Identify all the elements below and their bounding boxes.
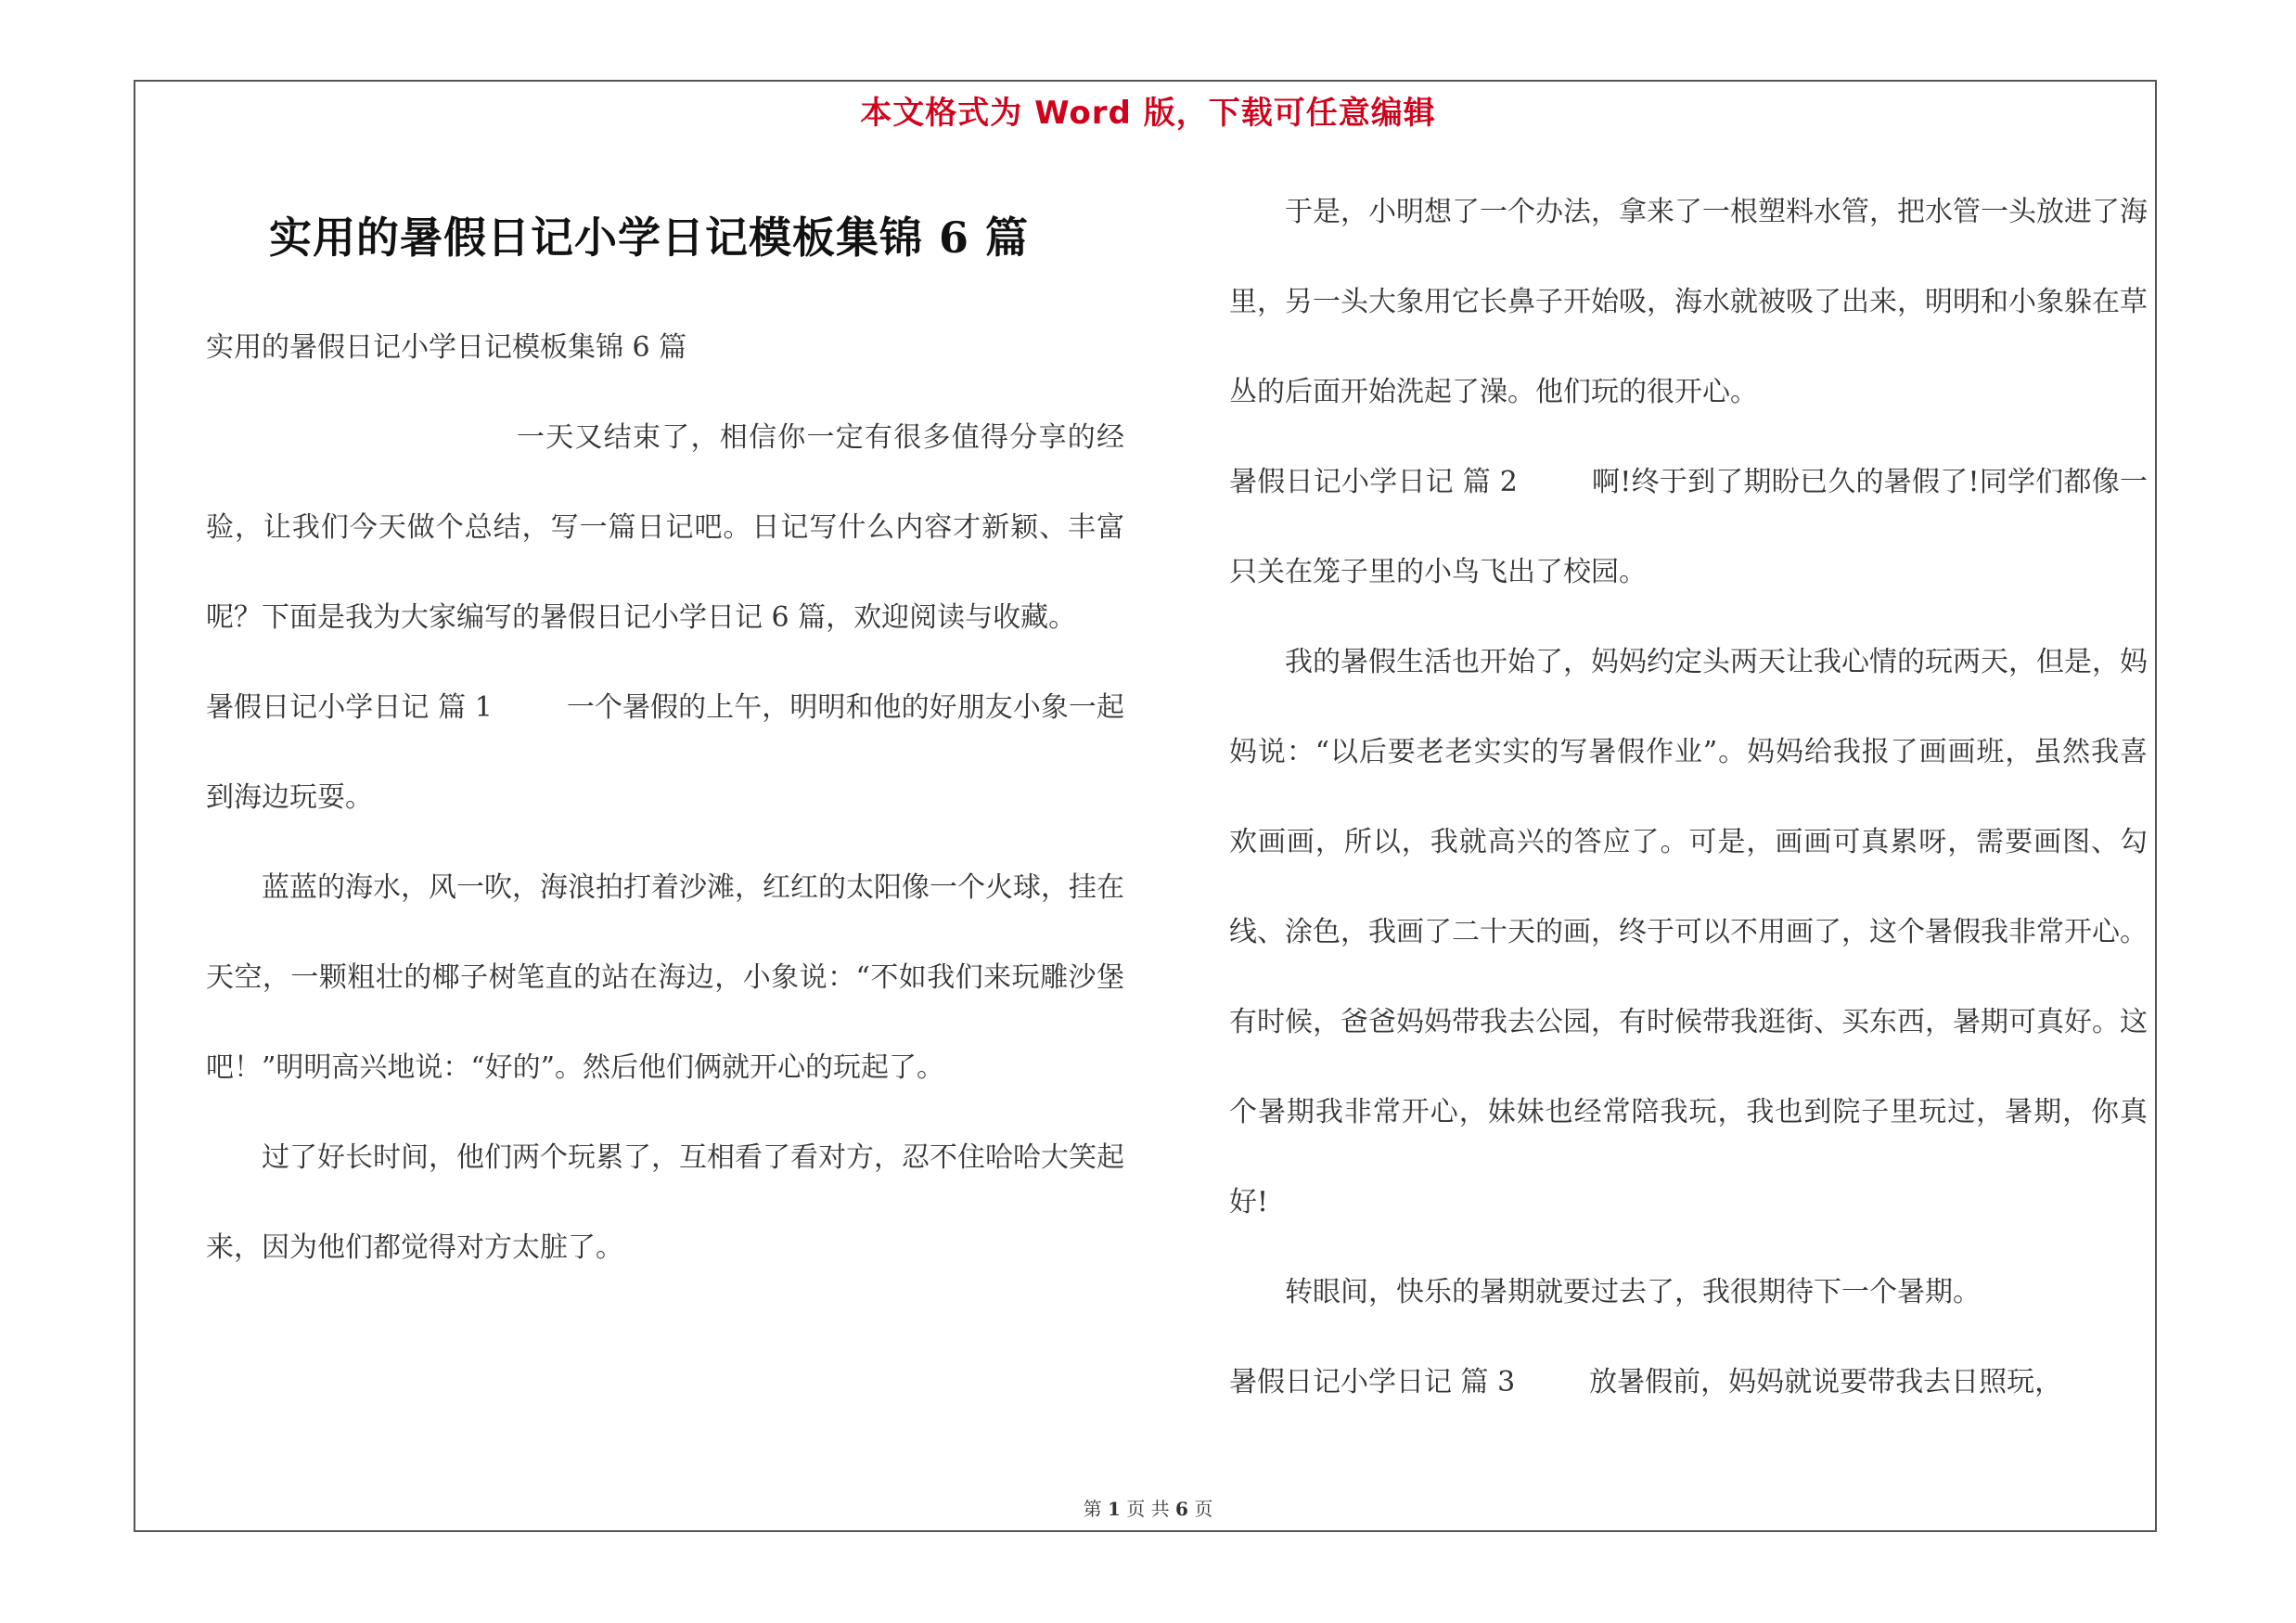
section-1: [206, 663, 1124, 843]
section-3-label: 暑假日记小学日记 篇 3: [1229, 1366, 1516, 1398]
paragraph: 转眼间，快乐的暑期就要过去了，我很期待下一个暑期。: [1285, 1276, 1981, 1308]
section-3-text: 放暑假前，妈妈就说要带我去日照玩，: [1589, 1366, 2063, 1398]
section-2-label: 暑假日记小学日记 篇 2: [1229, 466, 1518, 498]
page-number: 1: [1108, 1498, 1121, 1520]
subtitle: 实用的暑假日记小学日记模板集锦 6 篇: [206, 331, 687, 364]
paragraph: 我的暑假生活也开始了，妈妈约定头两天让我心情的玩两天，但是，妈妈说：“以后要老老实实的写暑假作业”。妈妈给我报了画画班，虽然我喜欢画画，所以，我就高兴的答应了。可是，画画可真累呀，需要画图、勾线、涂色，我画了二十天的画，终于可以不用画了，这个暑假我非常开心。有时候，爸爸妈妈带我去公园，有时候带我逛街、买东西，暑期可真好。这个暑期我非常开心，妹妹也经常陪我玩，我也到院子里玩过，暑期，你真好!: [1229, 646, 2148, 1218]
page-footer: [0, 1494, 2296, 1521]
section-1-label: 暑假日记小学日记 篇 1: [206, 691, 493, 724]
paragraph: 于是，小明想了一个办法，拿来了一根塑料水管，把水管一头放进了海里，另一头大象用它长鼻子开始吸，海水就被吸了出来，明明和小象躲在草丛的后面开始洗起了澡。他们玩的很开心。: [1229, 196, 2148, 408]
footer-prefix: 第: [1083, 1498, 1102, 1520]
word-format-banner: 本文格式为 Word 版，下载可任意编辑: [860, 95, 1436, 132]
paragraph: 过了好长时间，他们两个玩累了，互相看了看对方，忍不住哈哈大笑起来，因为他们都觉得对方太脏了。: [206, 1141, 1124, 1264]
intro-paragraph: 一天又结束了，相信你一定有很多值得分享的经验，让我们今天做个总结，写一篇日记吧。日记写什么内容才新颖、丰富呢？下面是我为大家编写的暑假日记小学日记 6 篇，欢迎阅读与收藏。: [206, 421, 1124, 634]
document-title: 实用的暑假日记小学日记模板集锦 6 篇: [269, 213, 1030, 263]
section-3: [1229, 1337, 2148, 1427]
footer-suffix: 页: [1194, 1498, 1213, 1520]
section-2: [1229, 437, 2148, 617]
paragraph: 蓝蓝的海水，风一吹，海浪拍打着沙滩，红红的太阳像一个火球，挂在天空，一颗粗壮的椰子树笔直的站在海边，小象说：“不如我们来玩雕沙堡吧！”明明高兴地说：“好的”。然后他们俩就开心的玩起了。: [206, 871, 1124, 1084]
footer-middle: 页 共: [1126, 1498, 1170, 1520]
section-2-text: 啊!终于到了期盼已久的暑假了!同学们都像一只关在笼子里的小鸟飞出了校园。: [1229, 466, 2148, 588]
right-column: [1229, 167, 2148, 1427]
page-total: 6: [1175, 1498, 1188, 1520]
section-1-text: 一个暑假的上午，明明和他的好朋友小象一起到海边玩耍。: [206, 691, 1124, 814]
left-column: [206, 303, 1124, 1293]
